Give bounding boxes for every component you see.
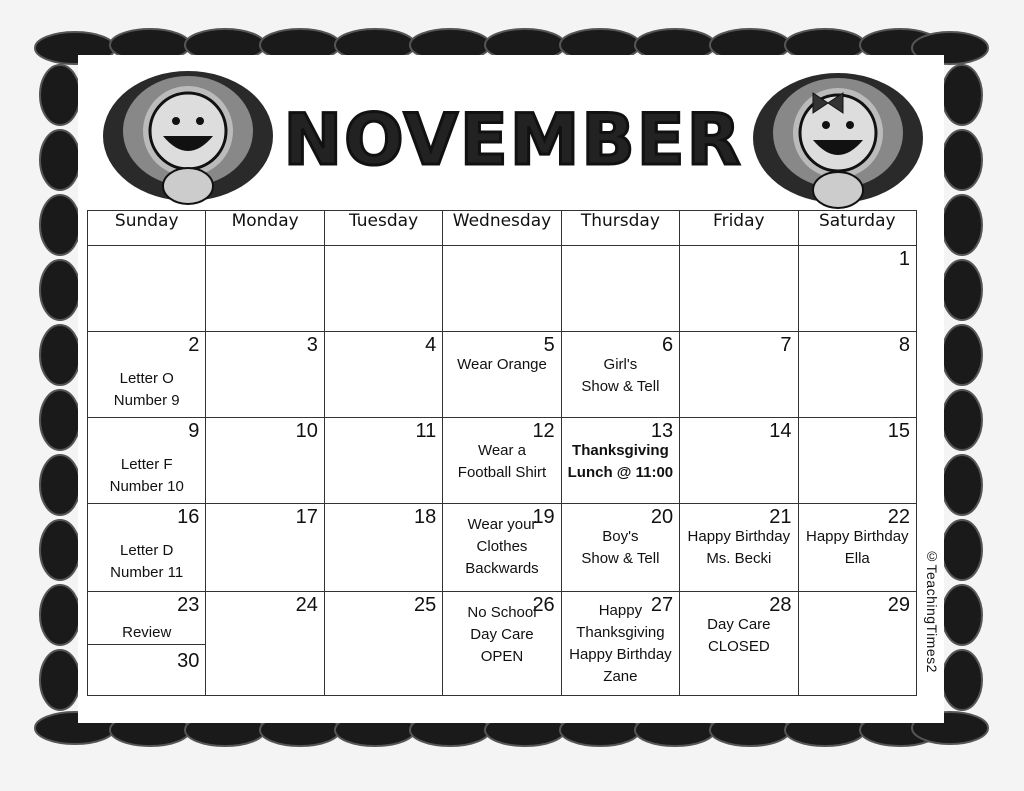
day-cell[interactable] bbox=[443, 332, 561, 418]
event-line: Letter F bbox=[120, 456, 173, 473]
day-number: 28 bbox=[769, 594, 792, 616]
day-cell[interactable] bbox=[206, 332, 324, 418]
day-number: 12 bbox=[532, 420, 555, 442]
week-row bbox=[88, 504, 917, 592]
day-event bbox=[564, 440, 677, 484]
weekday-sunday: Sunday bbox=[88, 211, 206, 246]
day-number: 25 bbox=[414, 594, 437, 616]
day-cell[interactable] bbox=[206, 418, 324, 504]
day-cell[interactable] bbox=[324, 246, 442, 332]
page-title: NOVEMBER bbox=[283, 99, 743, 181]
day-event bbox=[90, 454, 203, 498]
weekday-thursday: Thursday bbox=[561, 211, 679, 246]
day-cell[interactable] bbox=[680, 332, 798, 418]
day-number: 9 bbox=[188, 420, 200, 442]
day-event bbox=[682, 526, 795, 570]
week-row bbox=[88, 246, 917, 332]
day-cell[interactable] bbox=[561, 592, 679, 696]
day-number: 27 bbox=[650, 594, 674, 616]
event-line: Wear your bbox=[467, 516, 537, 533]
day-cell[interactable] bbox=[206, 246, 324, 332]
day-event bbox=[801, 526, 914, 570]
day-number: 16 bbox=[177, 506, 200, 528]
day-number: 15 bbox=[887, 420, 910, 442]
weekday-saturday: Saturday bbox=[798, 211, 916, 246]
day-number: 19 bbox=[532, 506, 555, 528]
event-line: Thanksgiving bbox=[572, 442, 669, 459]
day-event bbox=[564, 600, 677, 688]
credit-text: ©TeachingTimes2 bbox=[924, 548, 940, 673]
day-event bbox=[90, 368, 203, 412]
event-line: Zane bbox=[603, 668, 638, 685]
day-event bbox=[90, 622, 203, 644]
event-line: Happy Birthday bbox=[687, 528, 791, 545]
week-row bbox=[88, 332, 917, 418]
event-line: Backwards bbox=[465, 560, 539, 577]
day-event bbox=[564, 354, 677, 398]
day-cell[interactable] bbox=[798, 332, 916, 418]
day-cell[interactable] bbox=[324, 418, 442, 504]
day-cell[interactable] bbox=[206, 504, 324, 592]
day-number: 26 bbox=[532, 594, 555, 616]
weekday-monday: Monday bbox=[206, 211, 324, 246]
day-cell[interactable] bbox=[798, 504, 916, 592]
day-cell[interactable] bbox=[680, 504, 798, 592]
event-line: Wear Orange bbox=[457, 356, 547, 373]
day-event bbox=[445, 514, 558, 580]
day-cell[interactable] bbox=[443, 504, 561, 592]
event-line: Ella bbox=[844, 550, 870, 567]
day-number: 21 bbox=[769, 506, 792, 528]
event-line: Clothes bbox=[476, 538, 528, 555]
day-cell[interactable] bbox=[561, 418, 679, 504]
event-line: Happy bbox=[598, 602, 643, 619]
event-line: Review bbox=[122, 624, 172, 641]
event-line: Girl's bbox=[603, 356, 638, 373]
day-event bbox=[445, 602, 558, 668]
event-line: No School bbox=[467, 604, 537, 621]
event-line: Happy Birthday bbox=[805, 528, 909, 545]
calendar-grid bbox=[87, 210, 917, 696]
weekday-wednesday: Wednesday bbox=[443, 211, 561, 246]
event-line: Wear a bbox=[477, 442, 527, 459]
event-line: Ms. Becki bbox=[706, 550, 772, 567]
weekday-header-row bbox=[88, 211, 917, 246]
day-cell[interactable] bbox=[324, 504, 442, 592]
event-line: OPEN bbox=[480, 648, 524, 665]
day-cell[interactable] bbox=[798, 418, 916, 504]
day-cell[interactable] bbox=[443, 418, 561, 504]
day-event bbox=[445, 354, 558, 376]
turkey-right-icon bbox=[748, 68, 926, 210]
event-line: Boy's bbox=[602, 528, 639, 545]
week-row bbox=[88, 418, 917, 504]
event-line: Number 11 bbox=[110, 564, 184, 581]
day-number: 3 bbox=[306, 334, 318, 356]
day-number: 6 bbox=[661, 334, 674, 356]
day-number: 30 bbox=[177, 650, 200, 672]
day-number: 17 bbox=[295, 506, 318, 528]
day-cell[interactable] bbox=[88, 504, 206, 592]
day-number: 20 bbox=[650, 506, 674, 528]
day-cell[interactable] bbox=[443, 592, 561, 696]
day-event bbox=[90, 540, 203, 584]
day-number: 23 bbox=[177, 594, 200, 616]
event-line: Football Shirt bbox=[457, 464, 547, 481]
week-row bbox=[88, 592, 917, 696]
day-cell[interactable] bbox=[798, 246, 916, 332]
day-number: 13 bbox=[650, 420, 674, 442]
day-number: 5 bbox=[543, 334, 555, 356]
day-number: 11 bbox=[415, 420, 437, 442]
day-event bbox=[564, 526, 677, 570]
day-number: 7 bbox=[780, 334, 792, 356]
day-number: 1 bbox=[898, 248, 910, 270]
day-number: 29 bbox=[887, 594, 910, 616]
split-divider bbox=[88, 644, 205, 645]
day-number: 18 bbox=[414, 506, 437, 528]
day-cell[interactable] bbox=[680, 592, 798, 696]
weekday-friday: Friday bbox=[680, 211, 798, 246]
event-line: Number 10 bbox=[109, 478, 184, 495]
event-line: Letter O bbox=[119, 370, 174, 387]
event-line: Happy Birthday bbox=[569, 646, 672, 663]
event-line: Show & Tell bbox=[581, 378, 660, 395]
day-number: 24 bbox=[295, 594, 318, 616]
event-line: Show & Tell bbox=[581, 550, 660, 567]
day-cell[interactable] bbox=[324, 592, 442, 696]
event-line: Number 9 bbox=[113, 392, 180, 409]
day-cell[interactable] bbox=[88, 246, 206, 332]
day-cell[interactable] bbox=[88, 592, 206, 696]
day-cell[interactable] bbox=[561, 246, 679, 332]
event-line: Lunch @ 11:00 bbox=[567, 464, 674, 481]
weekday-tuesday: Tuesday bbox=[324, 211, 442, 246]
day-event bbox=[682, 614, 795, 658]
event-line: Letter D bbox=[120, 542, 174, 559]
event-line: Day Care bbox=[470, 626, 534, 643]
day-cell[interactable] bbox=[798, 592, 916, 696]
day-cell[interactable] bbox=[88, 332, 206, 418]
day-cell[interactable] bbox=[324, 332, 442, 418]
day-cell[interactable] bbox=[88, 418, 206, 504]
event-line: Thanksgiving bbox=[576, 624, 665, 641]
turkey-left-icon bbox=[98, 66, 276, 208]
day-cell[interactable] bbox=[680, 418, 798, 504]
day-cell[interactable] bbox=[561, 332, 679, 418]
day-number: 10 bbox=[295, 420, 318, 442]
day-number: 2 bbox=[188, 334, 200, 356]
day-number: 14 bbox=[769, 420, 792, 442]
day-event bbox=[445, 440, 558, 484]
event-line: CLOSED bbox=[707, 638, 770, 655]
day-cell[interactable] bbox=[206, 592, 324, 696]
day-cell[interactable] bbox=[680, 246, 798, 332]
day-number: 22 bbox=[887, 506, 910, 528]
day-cell[interactable] bbox=[561, 504, 679, 592]
day-number: 8 bbox=[898, 334, 910, 356]
day-number: 4 bbox=[425, 334, 437, 356]
day-cell[interactable] bbox=[443, 246, 561, 332]
event-line: Day Care bbox=[707, 616, 771, 633]
